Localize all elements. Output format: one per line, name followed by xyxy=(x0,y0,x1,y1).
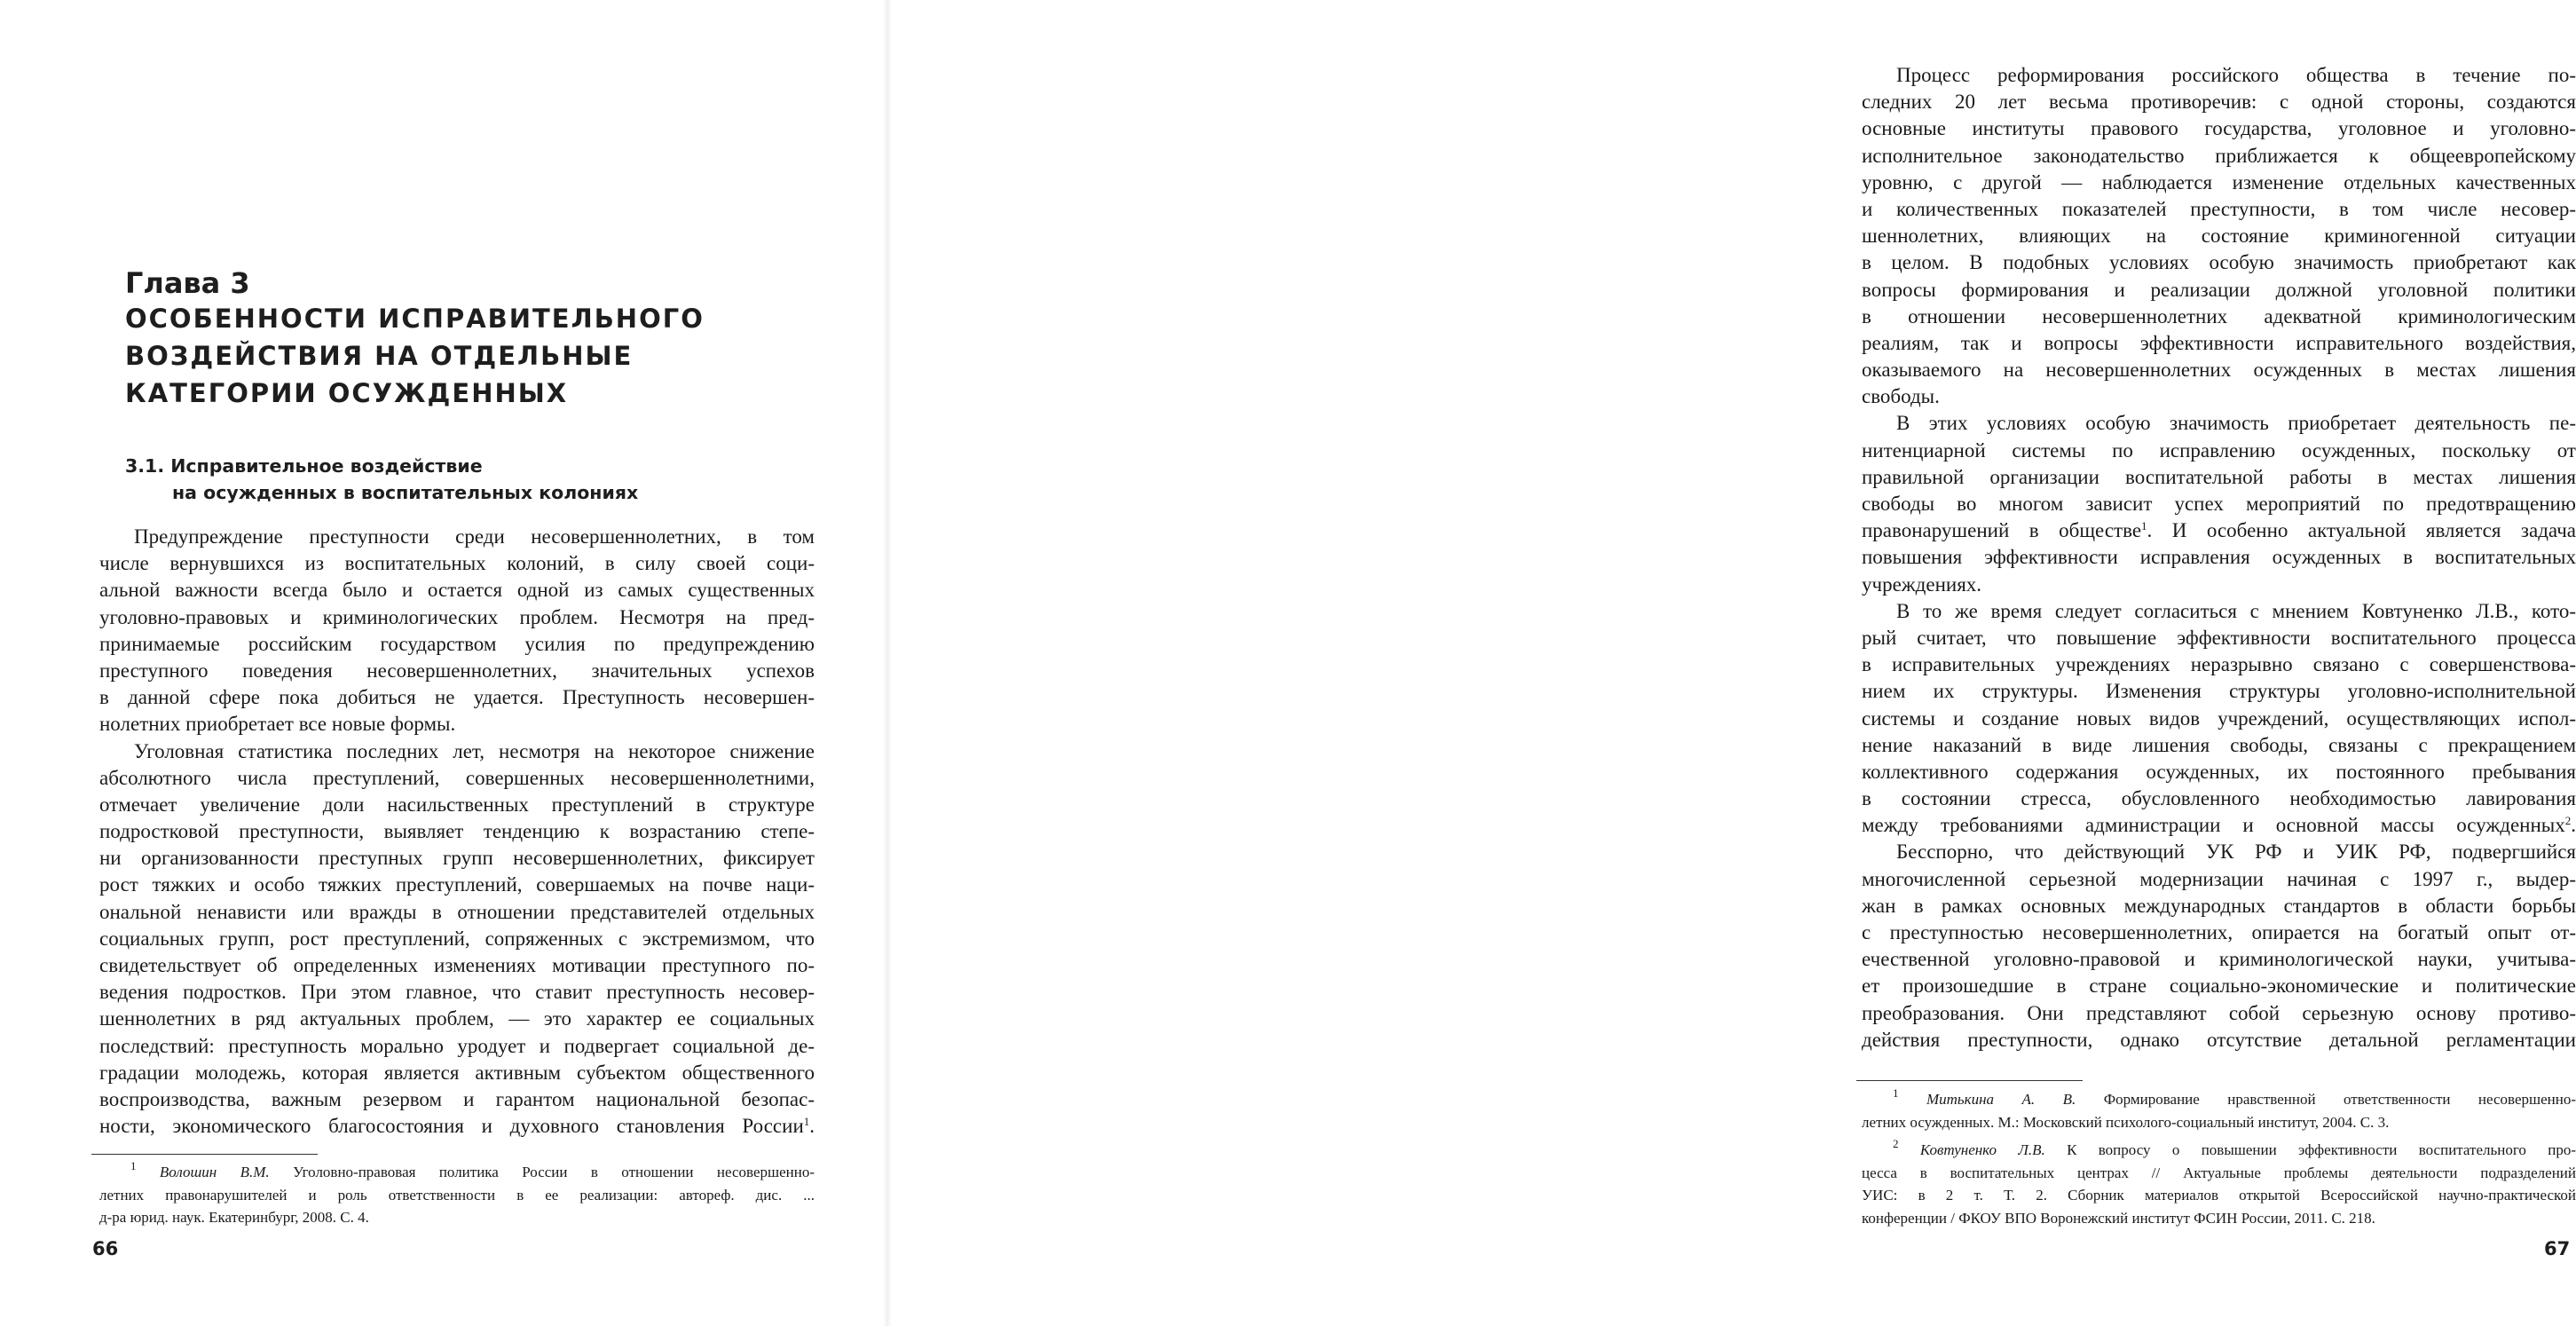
text-line: с преступностью несовершеннолетних, опирается на богатый опыт от- xyxy=(1862,921,2576,943)
text-line: в целом. В подобных условиях особую значимость приобретают как xyxy=(1862,251,2576,274)
page-number: 66 xyxy=(92,1238,119,1259)
text-line xyxy=(1862,517,2576,544)
footnote-mark: 1 xyxy=(1893,1086,1899,1100)
text-line: последствий: преступность морально уродует и подвергает социальной де- xyxy=(99,1034,815,1057)
footnote-line: цесса в воспитательных центрах // Актуальные проблемы деятельности подразделений xyxy=(1862,1164,2576,1181)
text-line: и количественных показателей преступности, в том числе несовер- xyxy=(1862,197,2576,220)
footnote-line: д-ра юрид. наук. Екатеринбург, 2008. С. 4. xyxy=(99,1209,369,1226)
text-line: Бесспорно, что действующий УК РФ и УИК РФ, подвергшийся xyxy=(1896,841,2576,864)
text-line: правильной организации воспитательной работы в местах лишения xyxy=(1862,465,2576,488)
text-line: вопросы формирования и реализации должной уголовной политики xyxy=(1862,278,2576,301)
text-line: нитенциарной системы по исправлению осужденных, поскольку от xyxy=(1862,438,2576,462)
text-line: преобразования. Они представляют собой серьезную основу противо- xyxy=(1862,1001,2576,1024)
text-line: градации молодежь, которая является активным субъектом общественного xyxy=(99,1061,815,1084)
text-line: шеннолетних, влияющих на состояние криминогенной ситуации xyxy=(1862,225,2576,248)
text-line: В то же время следует согласиться с мнением Ковтуненко Л.В., кото- xyxy=(1896,599,2576,622)
footnote-mark: 2 xyxy=(1893,1137,1899,1150)
text-line: следних 20 лет весьма противоречив: с одной стороны, создаются xyxy=(1862,91,2576,114)
footnote-line xyxy=(1862,1139,2576,1162)
text-line: подростковой преступности, выявляет тенденцию к возрастанию степе- xyxy=(99,820,815,843)
footnote-reference-1[interactable]: 1 xyxy=(803,1115,810,1129)
text-line: оказываемого на несовершеннолетних осужденных в местах лишения xyxy=(1862,359,2576,382)
footnote-text: К вопросу о повышении эффективности воспитательного про- xyxy=(2067,1141,2576,1158)
footnote-line: летних правонарушителей и роль ответственности в ее реализации: автореф. дис. ... xyxy=(99,1186,815,1204)
text-line: в состоянии стресса, обусловленного необходимостью лавирования xyxy=(1862,787,2576,810)
footnote-line: конференции / ФКОУ ВПО Воронежский институт ФСИН России, 2011. С. 218. xyxy=(1862,1209,2375,1227)
text-line-content: ности, экономического благосостояния и духовного становления России xyxy=(99,1115,804,1138)
punctuation: . xyxy=(2571,814,2576,837)
footnote-author: Ковтуненко Л.В. xyxy=(1919,1141,2045,1158)
footnote-line xyxy=(99,1161,815,1184)
footnote-reference-1[interactable]: 1 xyxy=(2141,519,2147,533)
right-footnotes xyxy=(1862,1088,2576,1229)
chapter-title-line: КАТЕГОРИИ ОСУЖДЕННЫХ xyxy=(125,378,569,408)
text-line: в данной сфере пока добиться не удается. Преступность несовершен- xyxy=(99,686,815,709)
right-body-text xyxy=(1862,62,2576,1054)
text-line xyxy=(99,1113,815,1140)
text-line: нолетних приобретает все новые формы. xyxy=(99,713,456,736)
text-line: в отношении несовершеннолетних адекватной криминологическим xyxy=(1862,304,2576,328)
text-line: нение наказаний в виде лишения свободы, связаны с прекращением xyxy=(1862,733,2576,756)
footnote-author: Волошин В.М. xyxy=(159,1164,270,1180)
left-body-text xyxy=(99,524,815,1140)
left-footnotes xyxy=(99,1161,815,1229)
text-line: ональной ненависти или вражды в отношении представителей отдельных xyxy=(99,900,815,923)
text-line: нием их структуры. Изменения структуры уголовно-исполнительной xyxy=(1862,680,2576,703)
footnote-text: Уголовно-правовая политика России в отношении несовершенно- xyxy=(293,1164,815,1180)
section-title xyxy=(125,453,746,506)
footnote-line: летних осужденных. М.: Московский психолого-социальный институт, 2004. С. 3. xyxy=(1862,1113,2390,1131)
footnote-divider xyxy=(91,1154,318,1155)
text-line: свободы во многом зависит успех мероприятий по предотвращению xyxy=(1862,493,2576,515)
section-title-line: 3.1. Исправительное воздействие xyxy=(125,455,483,477)
right-page xyxy=(887,0,2576,1326)
text-line: учреждениях. xyxy=(1862,572,1982,596)
text-line: свободы. xyxy=(1862,385,1940,408)
text-line: абсолютного числа преступлений, совершенных несовершеннолетними, xyxy=(99,766,815,789)
text-line: рост тяжких и особо тяжких преступлений, совершаемых на почве наци- xyxy=(99,873,815,896)
text-line: отмечает увеличение доли насильственных преступлений в структуре xyxy=(99,793,815,816)
text-line: Процесс реформирования российского общества в течение по- xyxy=(1896,64,2576,86)
chapter-title-line: ОСОБЕННОСТИ ИСПРАВИТЕЛЬНОГО xyxy=(125,304,705,334)
text-line: шеннолетних в ряд актуальных проблем, — это характер ее социальных xyxy=(99,1007,815,1030)
text-line: коллективного содержания осужденных, их постоянного пребывания xyxy=(1862,760,2576,783)
footnote-line: УИС: в 2 т. Т. 2. Сборник материалов открытой Всероссийской научно-практической xyxy=(1862,1187,2576,1204)
left-page xyxy=(0,0,887,1326)
footnote-divider xyxy=(1856,1080,2083,1081)
text-line-content: правонарушений в обществе xyxy=(1862,519,2142,542)
text-line: воспроизводства, важным резервом и гарантом национальной безопас- xyxy=(99,1087,815,1110)
text-line: многочисленной серьезной модернизации начиная с 1997 г., выдер- xyxy=(1862,867,2576,890)
text-line-content: между требованиями администрации и основной массы осужденных xyxy=(1862,814,2565,837)
text-line: принимаемые российским государством усилия по предупреждению xyxy=(99,632,815,655)
text-line: жан в рамках основных международных стандартов в области борьбы xyxy=(1862,894,2576,917)
text-line: уголовно-правовых и криминологических проблем. Несмотря на пред- xyxy=(99,605,815,628)
text-line: социальных групп, рост преступлений, сопряженных с экстремизмом, что xyxy=(99,927,815,950)
text-line: уровню, с другой — наблюдается изменение отдельных качественных xyxy=(1862,170,2576,193)
text-line: рый считает, что повышение эффективности воспитательного процесса xyxy=(1862,626,2576,649)
text-line: альной важности всегда было и остается одной из самых существенных xyxy=(99,579,815,602)
text-line: ни организованности преступных групп несовершеннолетних, фиксирует xyxy=(99,847,815,870)
text-line: ет произошедшие в стране социально-экономические и политические xyxy=(1862,975,2576,998)
footnote-line xyxy=(1862,1088,2576,1111)
text-line: В этих условиях особую значимость приобретает деятельность пе- xyxy=(1896,412,2576,435)
text-line xyxy=(1862,812,2576,839)
chapter-label: Глава 3 xyxy=(125,266,250,300)
text-line: преступного поведения несовершеннолетних, значительных успехов xyxy=(99,659,815,682)
text-line: свидетельствует об определенных изменениях мотивации преступного по- xyxy=(99,954,815,976)
text-line: Предупреждение преступности среди несовершеннолетних, в том xyxy=(134,525,815,548)
footnote-mark: 1 xyxy=(130,1159,137,1172)
page-number: 67 xyxy=(2544,1238,2571,1259)
text-line: действия преступности, однако отсутствие детальной регламентации xyxy=(1862,1028,2576,1051)
text-line: реалиям, так и вопросы эффективности исправительного воздействия, xyxy=(1862,331,2576,354)
text-line: ечественной уголовно-правовой и криминологической науки, учитыва- xyxy=(1862,948,2576,971)
chapter-title-line: ВОЗДЕЙСТВИЯ НА ОТДЕЛЬНЫЕ xyxy=(125,341,634,371)
text-line: Уголовная статистика последних лет, несмотря на некоторое снижение xyxy=(134,739,815,762)
text-line: числе вернувшихся из воспитательных колоний, в силу своей соци- xyxy=(99,552,815,575)
text-line: повышения эффективности исправления осужденных в воспитательных xyxy=(1862,546,2576,569)
footnote-author: Митькина А. В. xyxy=(1926,1091,2076,1108)
section-title-line: на осужденных в воспитательных колониях xyxy=(172,482,639,503)
chapter-title xyxy=(125,300,705,412)
text-line-content: . И особенно актуальной является задача xyxy=(2147,519,2576,542)
footnote-reference-2[interactable]: 2 xyxy=(2564,814,2572,828)
punctuation: . xyxy=(809,1115,815,1138)
text-line: основные институты правового государства, уголовное и уголовно- xyxy=(1862,117,2576,140)
footnote-text: Формирование нравственной ответственности несовершенно- xyxy=(2103,1091,2576,1108)
text-line: в исправительных учреждениях неразрывно связано с совершенствова- xyxy=(1862,653,2576,676)
text-line: исполнительное законодательство приближается к общеевропейскому xyxy=(1862,144,2576,167)
text-line: ведения подростков. При этом главное, что ставит преступность несовер- xyxy=(99,981,815,1004)
text-line: системы и создание новых видов учреждений, осуществляющих испол- xyxy=(1862,706,2576,730)
